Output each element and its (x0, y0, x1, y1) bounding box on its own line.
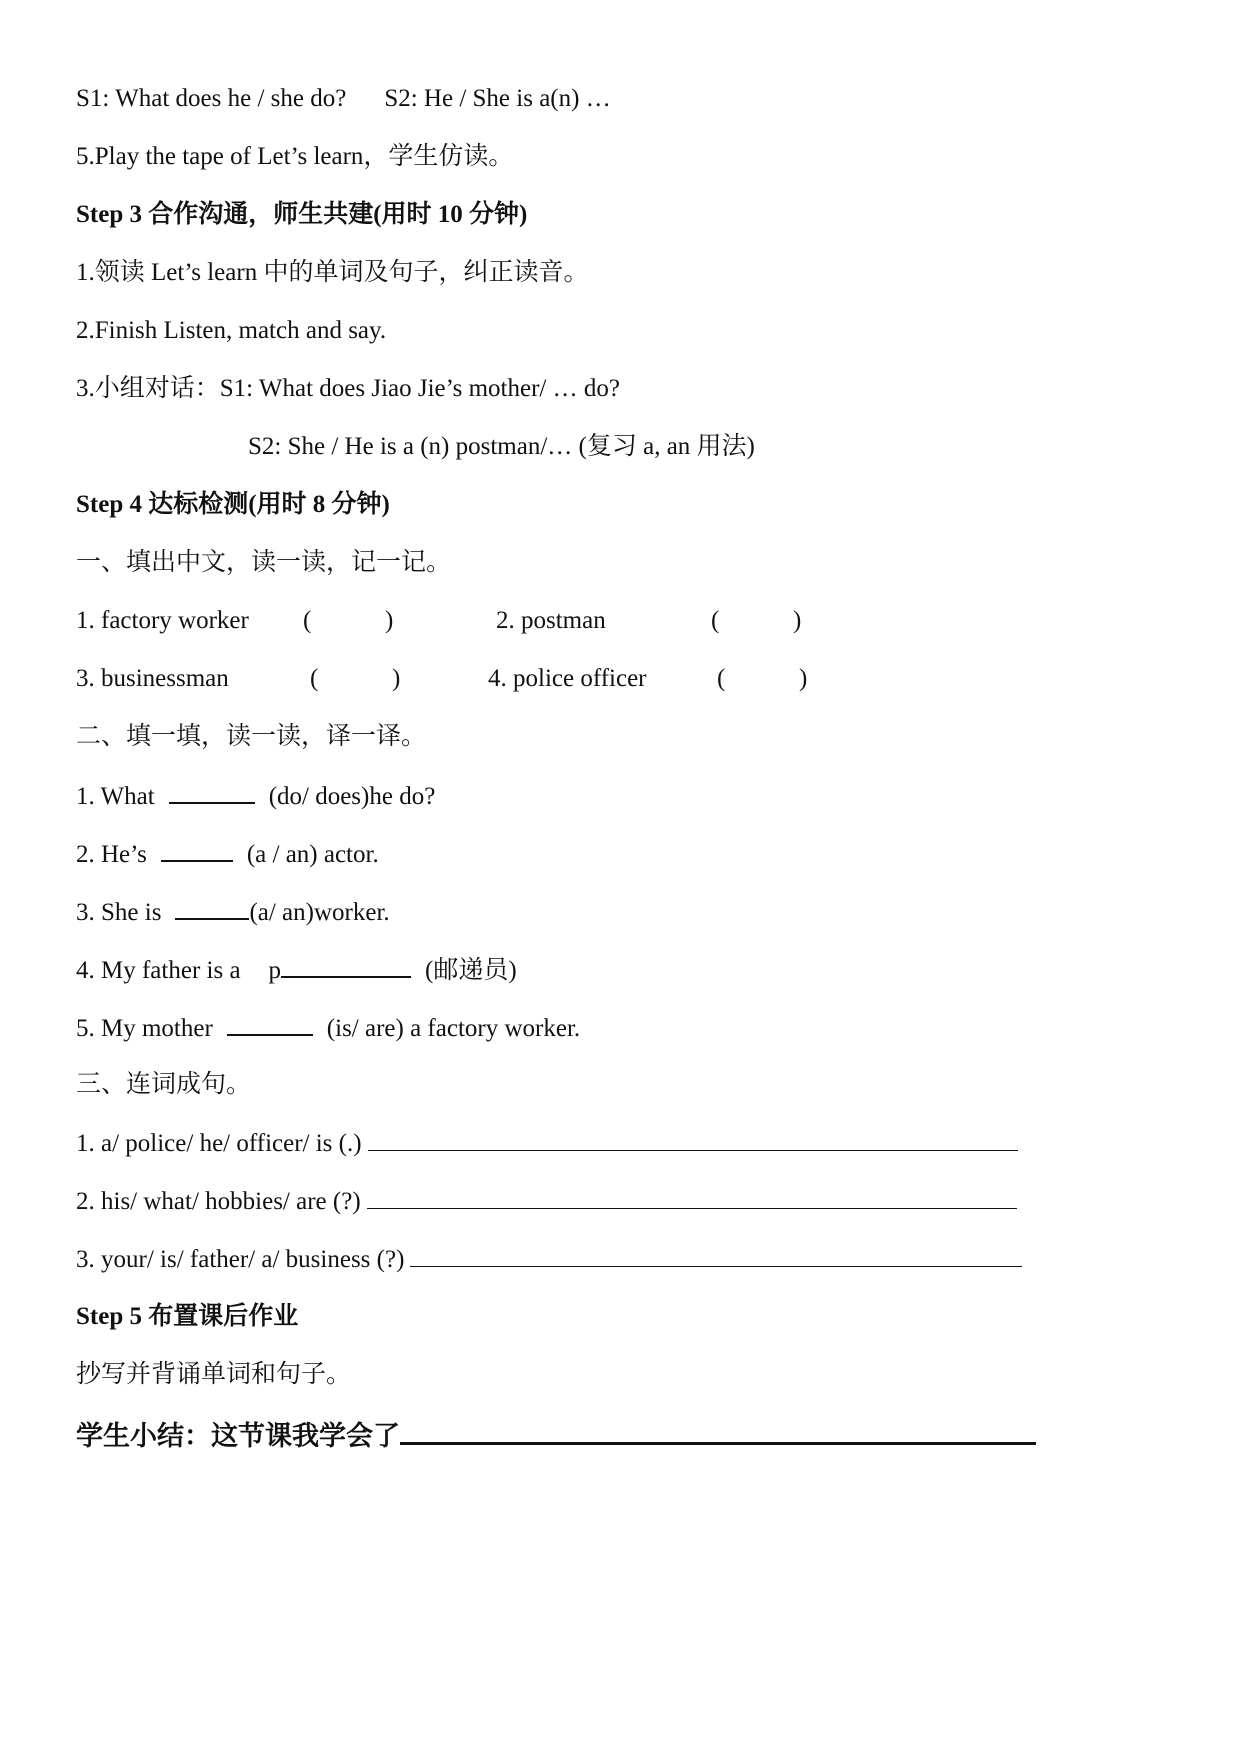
vocab-paren-open: ( (303, 607, 312, 634)
student-summary (76, 1418, 1036, 1451)
step3-item-2: 2.Finish Listen, match and say. (76, 317, 387, 344)
vocab-item-2: 2. postman (496, 607, 606, 634)
answer-blank[interactable] (281, 954, 411, 978)
vocab-paren-close: ) (793, 607, 802, 634)
vocab-paren-close: ) (385, 607, 394, 634)
step3-heading: Step 3 合作沟通，师生共建(用时 10 分钟) (76, 201, 528, 228)
fill-item-5-prefix: 5. My mother (76, 1015, 213, 1042)
reorder-item-3-words: 3. your/ is/ father/ a/ business (?) (76, 1246, 405, 1273)
fill-item-1 (76, 780, 435, 812)
vocab-paren-close: ) (392, 665, 401, 692)
vocab-item-1: 1. factory worker (76, 607, 249, 634)
dialogue-line (76, 84, 611, 114)
reorder-item-2-words: 2. his/ what/ hobbies/ are (?) (76, 1188, 361, 1215)
vocab-paren-open: ( (717, 665, 726, 692)
answer-blank[interactable] (227, 1012, 313, 1036)
fill-item-4 (76, 954, 517, 986)
summary-label: 学生小结：这节课我学会了 (76, 1421, 400, 1451)
fill-item-5 (76, 1012, 580, 1044)
answer-blank[interactable] (161, 838, 233, 862)
answer-line[interactable] (368, 1128, 1018, 1151)
reorder-item-2 (76, 1186, 1017, 1217)
fill-item-3-prefix: 3. She is (76, 899, 162, 926)
fill-item-2-prefix: 2. He’s (76, 841, 147, 868)
reorder-item-1 (76, 1128, 1018, 1159)
s1-question: S1: What does he / she do? (76, 85, 347, 112)
answer-line[interactable] (367, 1186, 1017, 1209)
vocab-item-3: 3. businessman (76, 665, 229, 692)
step3-item-1: 1.领读 Let’s learn 中的单词及句子，纠正读音。 (76, 259, 589, 286)
summary-answer-line[interactable] (400, 1418, 1036, 1445)
section-1-title: 一、填出中文，读一读，记一记。 (76, 549, 452, 576)
fill-item-4-hint-letter: p (268, 957, 282, 984)
step3-item-3-answer: S2: She / He is a (n) postman/… (复习 a, an 用法) (248, 433, 755, 460)
vocab-item-4: 4. police officer (488, 665, 647, 692)
fill-item-2-suffix: (a / an) actor. (246, 841, 379, 868)
fill-item-3-suffix: (a/ an)worker. (249, 899, 390, 926)
vocab-paren-close: ) (799, 665, 808, 692)
instruction-play-tape: 5.Play the tape of Let’s learn，学生仿读。 (76, 143, 514, 170)
reorder-item-1-words: 1. a/ police/ he/ officer/ is (.) (76, 1130, 362, 1157)
section-3-title: 三、连词成句。 (76, 1071, 252, 1098)
fill-item-4-prefix: 4. My father is a (76, 957, 241, 984)
answer-blank[interactable] (175, 896, 249, 920)
homework-instruction: 抄写并背诵单词和句子。 (76, 1361, 352, 1388)
section-2-title: 二、填一填，读一读，译一译。 (76, 723, 427, 750)
step3-item-3: 3.小组对话：S1: What does Jiao Jie’s mother/ … do? (76, 375, 620, 402)
reorder-item-3 (76, 1244, 1022, 1275)
fill-item-3 (76, 896, 390, 928)
s2-answer: S2: He / She is a(n) … (384, 85, 611, 112)
step5-heading: Step 5 布置课后作业 (76, 1303, 299, 1330)
vocab-paren-open: ( (310, 665, 319, 692)
vocab-paren-open: ( (711, 607, 720, 634)
fill-item-1-prefix: 1. What (76, 783, 155, 810)
fill-item-5-suffix: (is/ are) a factory worker. (326, 1015, 581, 1042)
fill-item-2 (76, 838, 379, 870)
answer-line[interactable] (410, 1244, 1022, 1267)
answer-blank[interactable] (169, 780, 255, 804)
fill-item-1-suffix: (do/ does)he do? (268, 783, 436, 810)
step4-heading: Step 4 达标检测(用时 8 分钟) (76, 491, 390, 518)
fill-item-4-suffix: (邮递员) (425, 957, 517, 984)
